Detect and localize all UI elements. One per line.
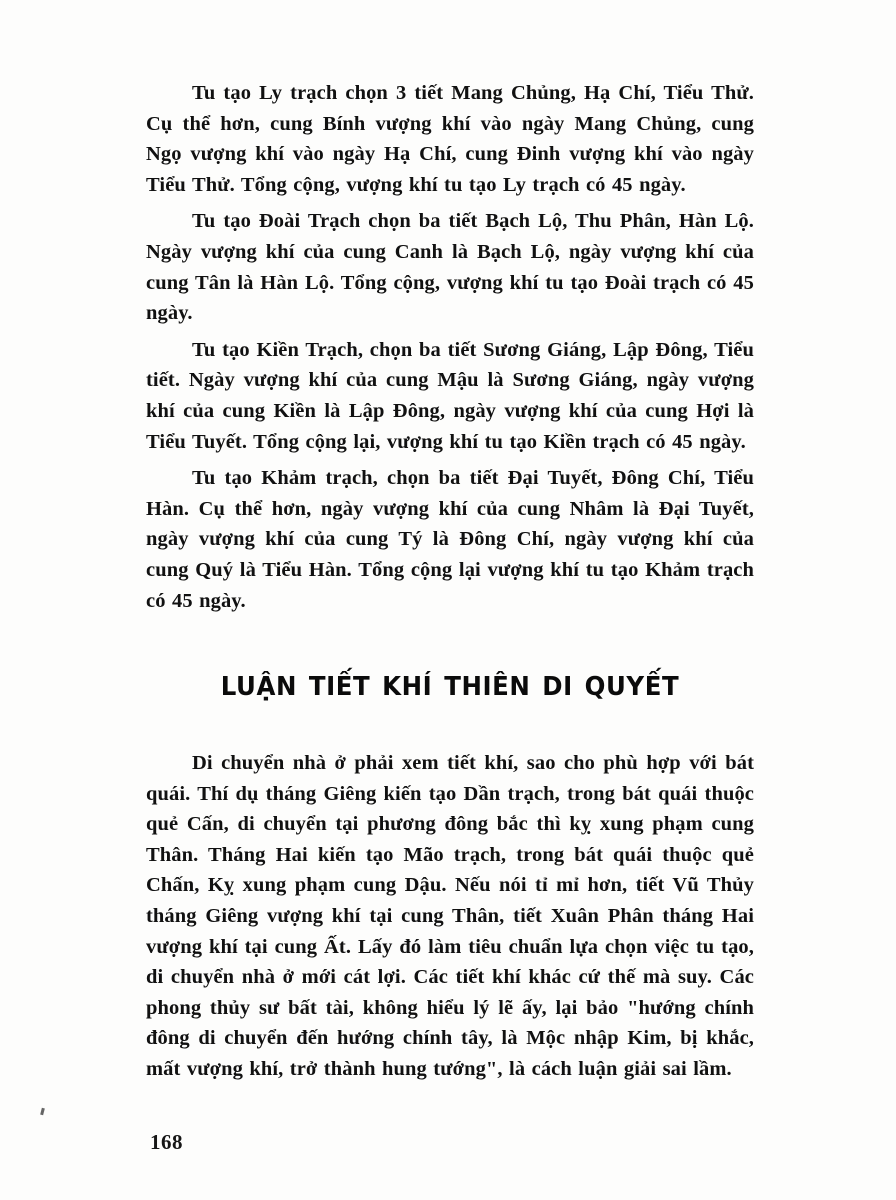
paragraph-thien-di: Di chuyển nhà ở phải xem tiết khí, sao cho phù hợp với bát quái. Thí dụ tháng Giêng kiến tạo Dần trạch, trong bát quái thuộc quẻ Cấn, di chuyển tại phương đông bắc thì kỵ xung phạm cung Thân. Tháng Hai kiến tạo Mão trạch, trong bát quái thuộc quẻ Chấn, Kỵ xung phạm cung Dậu. Nếu nói tỉ mỉ hơn, tiết Vũ Thủy tháng Giêng vượng khí tại cung Thân, tiết Xuân Phân tháng Hai vượng khí tại cung Ất. Lấy đó làm tiêu chuẩn lựa chọn việc tu tạo, di chuyển nhà ở mới cát lợi. Các tiết khí khác cứ thế mà suy. Các phong thủy sư bất tài, không hiểu lý lẽ ấy, lại bảo "hướng chính đông di chuyển đến hướng chính tây, là Mộc nhập Kim, bị khắc, mất vượng khí, trở thành hung tướng", là cách luận giải sai lầm. bbox=[146, 752, 754, 1081]
section-heading-wrap bbox=[146, 672, 754, 702]
paragraph-kien-trach: Tu tạo Kiền Trạch, chọn ba tiết Sương Giáng, Lập Đông, Tiểu tiết. Ngày vượng khí của cung Mậu là Sương Giáng, ngày vượng khí của cung Kiền là Lập Đông, ngày vượng khí của cung Hợi là Tiểu Tuyết. Tổng cộng lại, vượng khí tu tạo Kiền trạch có 45 ngày. bbox=[146, 338, 754, 453]
paragraph-kham-trach: Tu tạo Khảm trạch, chọn ba tiết Đại Tuyết, Đông Chí, Tiểu Hàn. Cụ thể hơn, ngày vượng khí của cung Nhâm là Đại Tuyết, ngày vượng khí của cung Tý là Đông Chí, ngày vượng khí của cung Quý là Tiểu Hàn. Tổng cộng lại vượng khí tu tạo Khảm trạch có 45 ngày. bbox=[146, 467, 754, 612]
page-number: 168 bbox=[150, 1130, 183, 1154]
paragraph-ly-trach: Tu tạo Ly trạch chọn 3 tiết Mang Chủng, Hạ Chí, Tiểu Thử. Cụ thể hơn, cung Bính vượng khí vào ngày Mang Chủng, cung Ngọ vượng khí vào ngày Hạ Chí, cung Đinh vượng khí vào ngày Tiểu Thử. Tổng cộng, vượng khí tu tạo Ly trạch có 45 ngày. bbox=[146, 82, 754, 196]
text-column bbox=[146, 78, 754, 1085]
scan-artifact-speck bbox=[40, 1108, 45, 1116]
section-heading: LUẬN TIẾT KHÍ THIÊN DI QUYẾT bbox=[220, 672, 680, 703]
paragraph-doai-trach: Tu tạo Đoài Trạch chọn ba tiết Bạch Lộ, Thu Phân, Hàn Lộ. Ngày vượng khí của cung Canh là Bạch Lộ, ngày vượng khí của cung Tân là Hàn Lộ. Tổng cộng, vượng khí tu tạo Đoài trạch có 45 ngày. bbox=[146, 210, 754, 325]
